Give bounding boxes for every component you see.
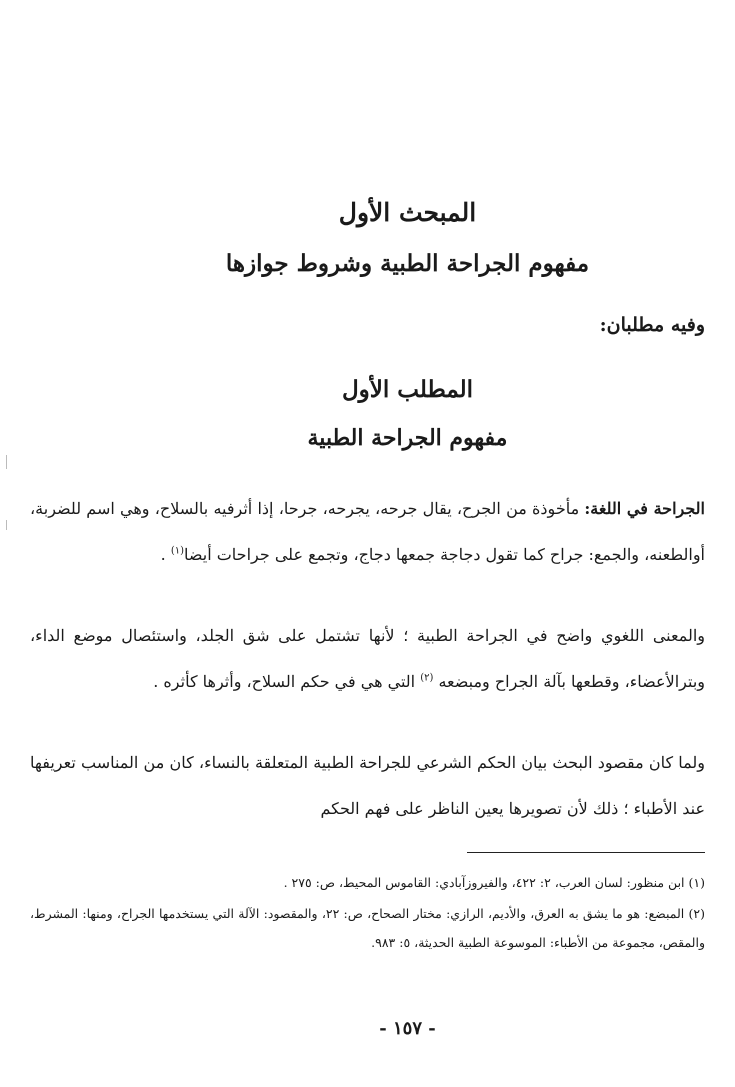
margin-mark	[6, 455, 7, 469]
paragraph-text: والمعنى اللغوي واضح في الجراحة الطبية ؛ لأنها تشتمل على شق الجلد، واستئصال موضع الداء، وبترالأعضاء، وقطعها بآلة الجراح ومبضعه	[30, 626, 705, 691]
footnote-divider	[467, 852, 705, 853]
chapter-title: المبحث الأول	[338, 198, 477, 227]
footnote-1: (١) ابن منظور: لسان العرب، ٢: ٤٢٢، والفيروزآبادي: القاموس المحيط، ص: ٢٧٥ .	[283, 875, 705, 890]
paragraph-lead-term: الجراحة في اللغة:	[584, 499, 705, 518]
chapter-subtitle: مفهوم الجراحة الطبية وشروط جوازها	[225, 250, 590, 277]
section-subtitle: مفهوم الجراحة الطبية	[307, 425, 508, 451]
paragraph-text: التي هي في حكم السلاح، وأثرها كأثره .	[153, 672, 421, 691]
page-number: - ١٥٧ -	[379, 1018, 436, 1039]
footnote-reference[interactable]: (٢)	[420, 672, 434, 684]
intro-label: وفيه مطلبان:	[599, 314, 705, 336]
paragraph-text: مأخوذة من الجرح، يقال جرحه، يجرحه، جرحا، إذا أثرفيه بالسلاح، وهي اسم للضربة، أوالطعنه، والجمع: جراح كما تقول دجاجة جمعها دجاج، وتجمع على جراحات أيضا	[30, 499, 705, 564]
footnote-reference[interactable]: (١)	[170, 545, 184, 557]
footnote-2: (٢) المبضع: هو ما يشق به العرق، والأديم، الرازي: مختار الصحاح، ص: ٢٢، والمقصود: الآلة التي يستخدمها الجراح، ومنها: المشرط، والمقص، مجموعة من الأطباء: الموسوعة الطبية الحديثة، ٥: ٩٨٣.	[30, 906, 705, 950]
paragraph-text: .	[160, 545, 171, 564]
paragraph-purpose	[30, 740, 705, 832]
margin-mark	[6, 520, 7, 530]
paragraph-meaning	[30, 613, 705, 705]
paragraph-linguistic-definition	[30, 486, 705, 578]
paragraph-text: ولما كان مقصود البحث بيان الحكم الشرعي للجراحة الطبية المتعلقة بالنساء، كان من المناسب تعريفها عند الأطباء ؛ ذلك لأن تصويرها يعين الناظر على فهم الحكم	[30, 753, 705, 818]
section-title: المطلب الأول	[341, 376, 474, 403]
